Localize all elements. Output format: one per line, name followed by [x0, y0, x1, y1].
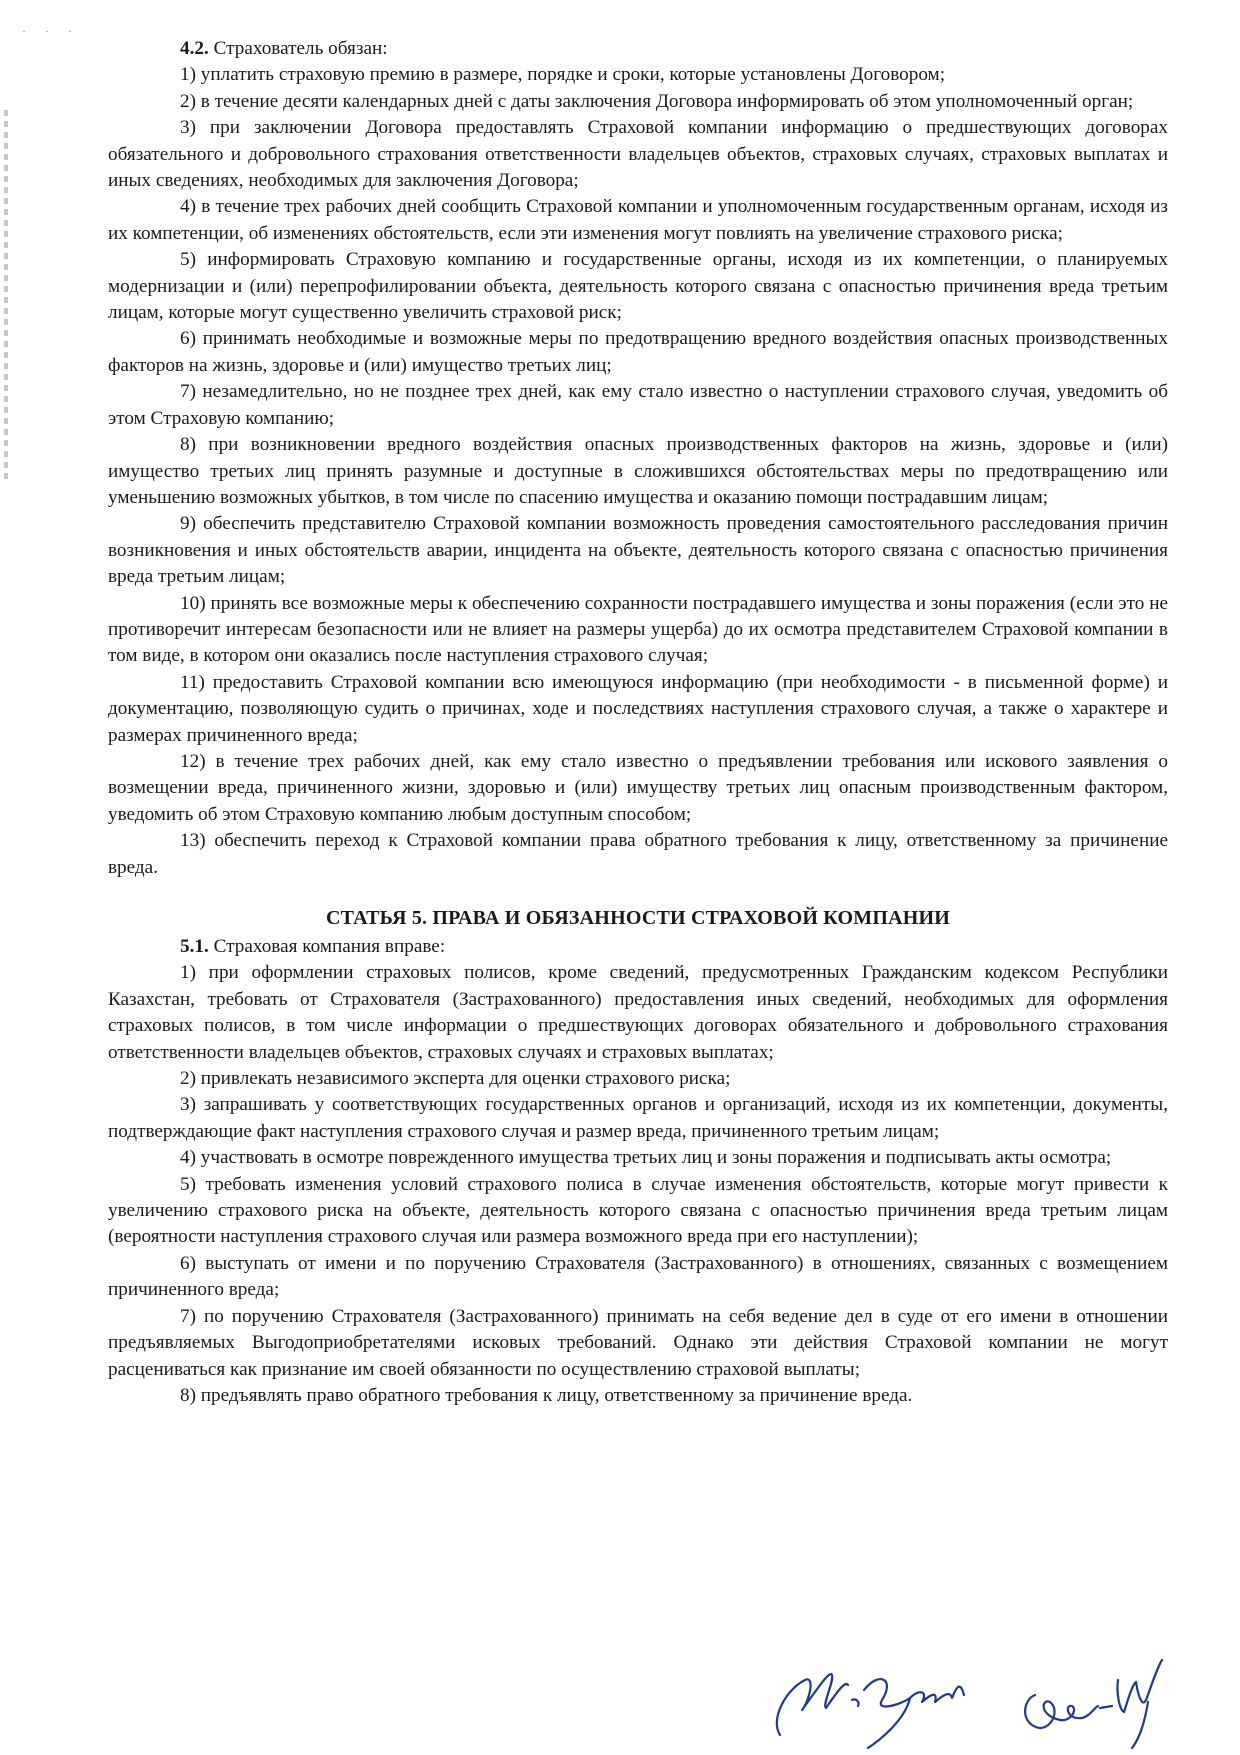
clause-number: 5.1.: [180, 936, 209, 957]
list-item: 7) незамедлительно, но не позднее трех дней, как ему стало известно о наступлении страхового случая, уведомить об этом Страховую компанию;: [108, 381, 1168, 429]
list-item: 4) в течение трех рабочих дней сообщить Страховой компании и уполномоченным государственным органам, исходя из их компетенции, об изменениях обстоятельств, если эти изменения могут повлиять на увеличение страхового риска;: [108, 196, 1168, 244]
list-item: 10) принять все возможные меры к обеспечению сохранности пострадавшего имущества и зоны поражения (если это не противоречит интересам безопасности или не влияет на размеры ущерба) до их осмотра представителем Страховой компании в том виде, в котором они оказались после наступления страхового случая;: [108, 592, 1168, 667]
list-item: 9) обеспечить представителю Страховой компании возможность проведения самостоятельного расследования причин возникновения и иных обстоятельств аварии, инцидента на объекте, деятельность которого связана с опасностью причинения вреда третьим лицам;: [108, 513, 1168, 588]
clause-5-1: [108, 934, 1168, 960]
list-item: 1) уплатить страховую премию в размере, порядке и сроки, которые установлены Договором;: [180, 64, 946, 86]
clause-title: Страхователь обязан:: [213, 38, 388, 59]
list-item: 1) при оформлении страховых полисов, кроме сведений, предусмотренных Гражданским кодексом Республики Казахстан, требовать от Страхователя (Застрахованного) предоставления иных сведений, необходимых для оформления страховых полисов, в том числе информации о предшествующих договорах обязательного и добровольного страхования ответственности владельцев объектов, страховых случаях и страховых выплатах;: [108, 962, 1168, 1063]
list-item: 5) требовать изменения условий страхового полиса в случае изменения обстоятельств, которые могут привести к увеличению страхового риска на объекте, деятельность которого связана с опасностью причинения вреда третьим лицам (вероятности наступления страхового случая или размера возможного вреда при его наступлении);: [108, 1173, 1168, 1248]
list-item: 4) участвовать в осмотре поврежденного имущества третьих лиц и зоны поражения и подписывать акты осмотра;: [180, 1147, 1112, 1169]
list-item: 8) при возникновении вредного воздействия опасных производственных факторов на жизнь, здоровье и (или) имущество третьих лиц принять разумные и доступные в сложившихся обстоятельствах меры по предотвращению или уменьшению возможных убытков, в том числе по спасению имущества и оказанию помощи пострадавшим лицам;: [108, 434, 1168, 508]
list-item: 6) принимать необходимые и возможные меры по предотвращению вредного воздействия опасных производственных факторов на жизнь, здоровье и (или) имущество третьих лиц;: [108, 328, 1168, 376]
signatures: [760, 1640, 1180, 1750]
clause-title: Страховая компания вправе:: [213, 936, 446, 957]
list-item: 2) привлекать независимого эксперта для оценки страхового риска;: [180, 1068, 731, 1090]
list-item: 12) в течение трех рабочих дней, как ему стало известно о предъявлении требования или искового заявления о возмещении вреда, причиненного жизни, здоровью и (или) имуществу третьих лиц опасным производственным фактором, уведомить об этом Страховую компанию любым доступным способом;: [108, 750, 1168, 825]
scan-edge-artifact: [4, 110, 8, 480]
scan-artifact: · · ·: [22, 24, 80, 38]
clause-number: 4.2.: [180, 38, 209, 59]
list-item: 13) обеспечить переход к Страховой компании права обратного требования к лицу, ответственному за причинение вреда.: [108, 830, 1168, 878]
section-heading: СТАТЬЯ 5. ПРАВА И ОБЯЗАННОСТИ СТРАХОВОЙ КОМПАНИИ: [326, 907, 950, 929]
document-page: [108, 36, 1168, 1409]
list-item: 8) предъявлять право обратного требования к лицу, ответственному за причинение вреда.: [180, 1384, 913, 1406]
list-item: 3) запрашивать у соответствующих государственных органов и организаций, исходя из их компетенции, документы, подтверждающие факт наступления страхового случая и размер вреда, причиненного третьим лицам;: [108, 1094, 1168, 1142]
clause-4-2: [108, 36, 1168, 62]
list-item: 11) предоставить Страховой компании всю имеющуюся информацию (при необходимости - в письменной форме) и документацию, позволяющую судить о причинах, ходе и последствиях наступления страхового случая, а также о характере и размерах причиненного вреда;: [108, 671, 1168, 746]
list-item: 2) в течение десяти календарных дней с даты заключения Договора информировать об этом уполномоченный орган;: [180, 90, 1134, 112]
list-item: 5) информировать Страховую компанию и государственные органы, исходя из их компетенции, о планируемых модернизации и (или) перепрофилировании объекта, деятельность которого связана с опасностью причинения вреда третьим лицам, которые могут существенно увеличить страховой риск;: [108, 249, 1168, 324]
list-item: 6) выступать от имени и по поручению Страхователя (Застрахованного) в отношениях, связанных с возмещением причиненного вреда;: [108, 1252, 1168, 1301]
handwritten-signatures: [760, 1640, 1180, 1750]
list-item: 7) по поручению Страхователя (Застрахованного) принимать на себя ведение дел в суде от его имени в отношении предъявляемых Выгодоприобретателями исковых требований. Однако эти действия Страховой компании не могут расцениваться как признание им своей обязанности по осуществлению страховой выплаты;: [108, 1305, 1168, 1380]
list-item: 3) при заключении Договора предоставлять Страховой компании информацию о предшествующих договорах обязательного и добровольного страхования ответственности владельцев объектов, страховых случаях, страховых выплатах и иных сведениях, необходимых для заключения Договора;: [108, 117, 1168, 192]
